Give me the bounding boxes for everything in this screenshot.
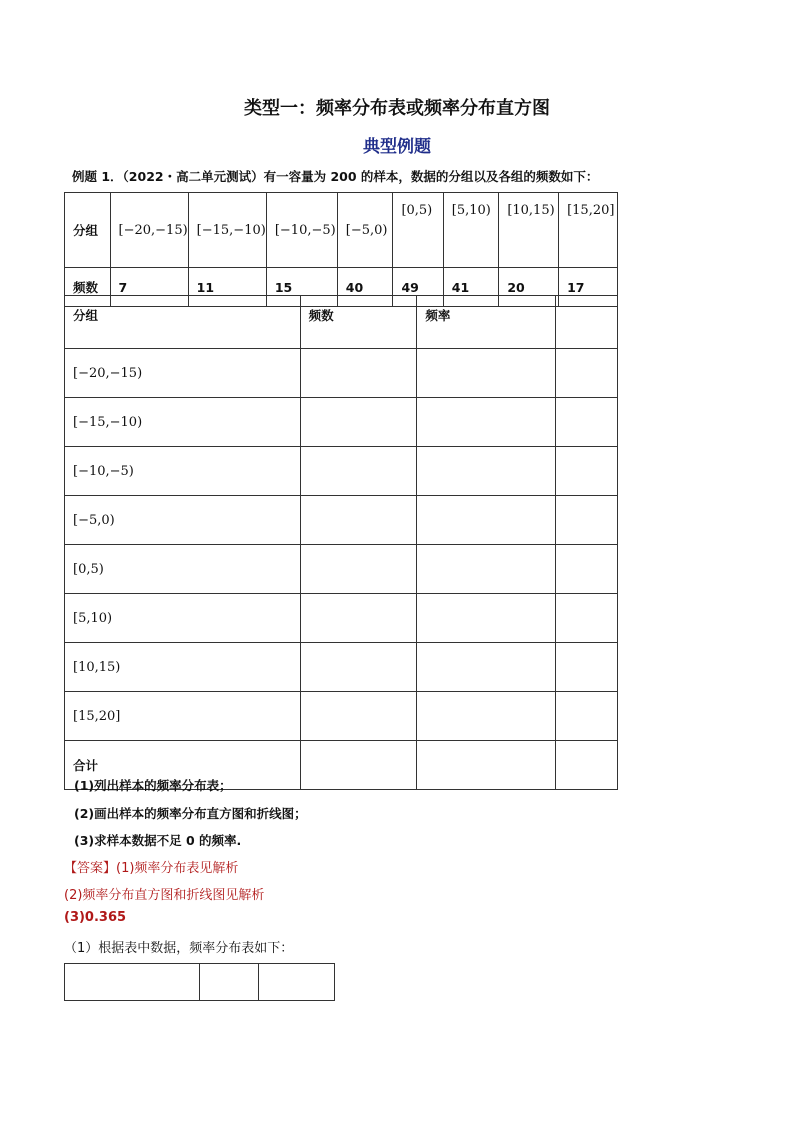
empty-cell bbox=[556, 447, 618, 496]
question-2: (2)画出样本的频率分布直方图和折线图； bbox=[74, 806, 307, 821]
row-group: [−10,−5) bbox=[65, 447, 301, 496]
answer-line-1 bbox=[64, 857, 238, 876]
empty-cell bbox=[556, 349, 618, 398]
header-group: 分组 bbox=[65, 296, 301, 349]
empty-cell bbox=[300, 643, 417, 692]
empty-cell bbox=[556, 545, 618, 594]
row-group: [10,15) bbox=[65, 643, 301, 692]
empty-cell bbox=[300, 349, 417, 398]
empty-cell bbox=[556, 398, 618, 447]
empty-cell bbox=[300, 496, 417, 545]
empty-cell bbox=[556, 296, 618, 349]
group-label: 分组 bbox=[65, 193, 111, 268]
answer-1: (1)频率分布表见解析 bbox=[116, 861, 239, 876]
empty-cell bbox=[556, 643, 618, 692]
empty-cell bbox=[200, 964, 259, 1001]
freq-cell: 49 bbox=[393, 268, 443, 307]
row-group: [5,10) bbox=[65, 594, 301, 643]
solution-intro: （1）根据表中数据，频率分布表如下： bbox=[64, 941, 294, 956]
answer-3: (3)0.365 bbox=[64, 910, 127, 925]
table-header-row bbox=[65, 296, 618, 349]
group-cell: [−15,−10) bbox=[188, 193, 266, 268]
group-cell: [10,15) bbox=[499, 193, 559, 268]
group-cell: [−20,−15) bbox=[110, 193, 188, 268]
question-1: (1)列出样本的频率分布表； bbox=[74, 778, 232, 793]
empty-cell bbox=[417, 447, 556, 496]
empty-cell bbox=[417, 349, 556, 398]
empty-cell bbox=[556, 741, 618, 790]
row-group: [−20,−15) bbox=[65, 349, 301, 398]
empty-cell bbox=[300, 447, 417, 496]
table-row bbox=[65, 398, 618, 447]
empty-cell bbox=[556, 692, 618, 741]
frequency-distribution-table bbox=[64, 295, 618, 790]
frequency-data-table bbox=[64, 192, 618, 307]
row-group: [−15,−10) bbox=[65, 398, 301, 447]
freq-cell: 11 bbox=[188, 268, 266, 307]
freq-cell: 20 bbox=[499, 268, 559, 307]
empty-cell bbox=[300, 545, 417, 594]
freq-label: 频数 bbox=[65, 268, 111, 307]
group-cell: [15,20] bbox=[559, 193, 618, 268]
table-row bbox=[65, 496, 618, 545]
freq-cell: 41 bbox=[443, 268, 499, 307]
empty-cell bbox=[417, 545, 556, 594]
solution-table bbox=[64, 963, 335, 1001]
table-row bbox=[65, 964, 335, 1001]
row-group: [0,5) bbox=[65, 545, 301, 594]
empty-cell bbox=[300, 398, 417, 447]
row-group: [15,20] bbox=[65, 692, 301, 741]
header-freq: 频数 bbox=[300, 296, 417, 349]
empty-cell bbox=[417, 741, 556, 790]
empty-cell bbox=[556, 496, 618, 545]
empty-cell bbox=[417, 594, 556, 643]
page-title: 类型一：频率分布表或频率分布直方图 bbox=[244, 98, 550, 119]
freq-cell: 7 bbox=[110, 268, 188, 307]
table-row bbox=[65, 692, 618, 741]
freq-cell: 15 bbox=[266, 268, 337, 307]
group-cell: [0,5) bbox=[393, 193, 443, 268]
freq-cell: 40 bbox=[337, 268, 393, 307]
empty-cell bbox=[300, 741, 417, 790]
group-cell: [−5,0) bbox=[337, 193, 393, 268]
row-group: [−5,0) bbox=[65, 496, 301, 545]
empty-cell bbox=[417, 496, 556, 545]
answer-2: (2)频率分布直方图和折线图见解析 bbox=[64, 888, 265, 903]
table-row bbox=[65, 349, 618, 398]
empty-cell bbox=[300, 594, 417, 643]
group-cell: [−10,−5) bbox=[266, 193, 337, 268]
empty-cell bbox=[417, 643, 556, 692]
header-rate: 频率 bbox=[417, 296, 556, 349]
freq-cell: 17 bbox=[559, 268, 618, 307]
example-statement: 例题 1．（2022・高二单元测试）有一容量为 200 的样本，数据的分组以及各组的频数如下： bbox=[72, 169, 599, 184]
empty-cell bbox=[417, 398, 556, 447]
empty-cell bbox=[556, 594, 618, 643]
table-row bbox=[65, 545, 618, 594]
empty-cell bbox=[65, 964, 200, 1001]
empty-cell bbox=[300, 692, 417, 741]
section-subtitle: 典型例题 bbox=[363, 137, 431, 157]
question-3: (3)求样本数据不足 0 的频率. bbox=[74, 833, 242, 848]
answer-tag: 【答案】 bbox=[64, 861, 117, 876]
table-row bbox=[65, 643, 618, 692]
empty-cell bbox=[417, 692, 556, 741]
group-cell: [5,10) bbox=[443, 193, 499, 268]
group-row bbox=[65, 193, 618, 268]
table-row bbox=[65, 447, 618, 496]
empty-cell bbox=[259, 964, 335, 1001]
table-row bbox=[65, 594, 618, 643]
total-label: 合计 bbox=[65, 741, 301, 790]
